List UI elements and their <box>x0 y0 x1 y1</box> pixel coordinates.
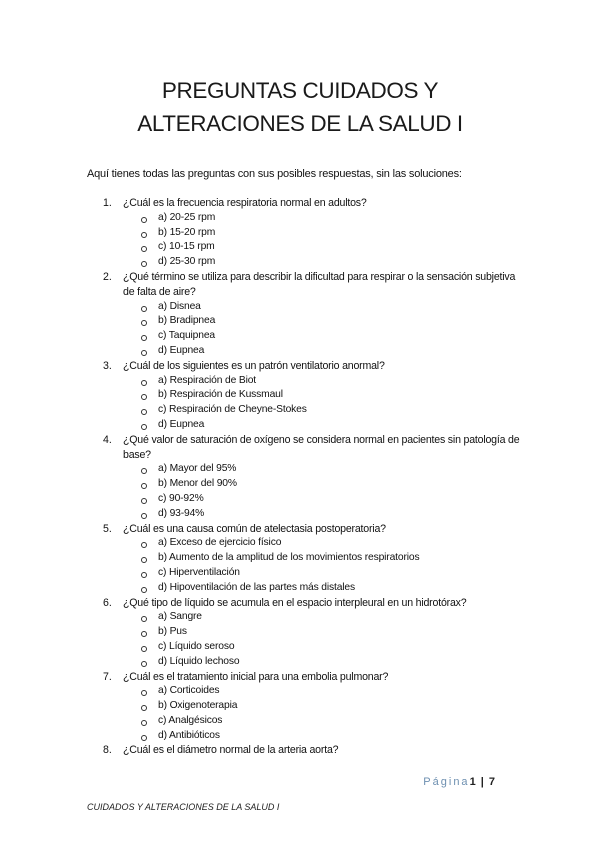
title-line-1: PREGUNTAS CUIDADOS Y <box>161 78 439 103</box>
question-text: ¿Cuál es el diámetro normal de la arteria aorta? <box>123 744 339 757</box>
question-item <box>0 596 600 670</box>
circle-bullet-icon <box>141 306 147 312</box>
question-number: 4. <box>103 433 112 446</box>
answer-options <box>0 462 600 521</box>
answer-option-text: b) Bradipnea <box>158 315 216 327</box>
answer-option <box>0 388 600 403</box>
question-number: 2. <box>103 270 112 283</box>
answer-option-text: a) 20-25 rpm <box>158 211 216 223</box>
answer-option <box>0 255 600 270</box>
title-line-2: ALTERACIONES DE LA SALUD I <box>137 111 463 136</box>
page-count: 1 | 7 <box>469 776 496 788</box>
answer-option <box>0 374 600 389</box>
question-item <box>0 359 600 433</box>
question-number: 7. <box>103 670 112 683</box>
circle-bullet-icon <box>141 335 147 341</box>
answer-option <box>0 329 600 344</box>
answer-option-text: d) Líquido lechoso <box>158 655 240 667</box>
answer-option-text: b) 15-20 rpm <box>158 226 216 238</box>
answer-option <box>0 610 600 625</box>
answer-option <box>0 314 600 329</box>
circle-bullet-icon <box>141 646 147 652</box>
document-title <box>0 74 600 140</box>
circle-bullet-icon <box>141 320 147 326</box>
answer-option <box>0 344 600 359</box>
circle-bullet-icon <box>141 468 147 474</box>
answer-option-text: c) Taquipnea <box>158 330 215 342</box>
answer-option-text: d) Antibióticos <box>158 729 220 741</box>
answer-option-text: c) Analgésicos <box>158 714 223 726</box>
answer-option <box>0 566 600 581</box>
answer-option <box>0 477 600 492</box>
circle-bullet-icon <box>141 720 147 726</box>
page-number <box>423 776 496 788</box>
circle-bullet-icon <box>141 661 147 667</box>
answer-option <box>0 240 600 255</box>
circle-bullet-icon <box>141 246 147 252</box>
answer-option-text: a) Mayor del 95% <box>158 463 237 475</box>
question-item <box>0 743 600 758</box>
circle-bullet-icon <box>141 557 147 563</box>
circle-bullet-icon <box>141 572 147 578</box>
answer-options <box>0 211 600 270</box>
circle-bullet-icon <box>141 394 147 400</box>
question-item <box>0 196 600 270</box>
answer-option <box>0 551 600 566</box>
circle-bullet-icon <box>141 483 147 489</box>
answer-options <box>0 536 600 595</box>
answer-option <box>0 581 600 596</box>
answer-option-text: c) 10-15 rpm <box>158 241 215 253</box>
question-number: 6. <box>103 596 112 609</box>
answer-option <box>0 625 600 640</box>
question-item <box>0 270 600 359</box>
answer-option-text: a) Respiración de Biot <box>158 374 257 386</box>
answer-option-text: d) Hipoventilación de las partes más distales <box>158 581 356 593</box>
circle-bullet-icon <box>141 261 147 267</box>
answer-option-text: c) Líquido seroso <box>158 640 235 652</box>
question-number: 5. <box>103 522 112 535</box>
question-number: 3. <box>103 359 112 372</box>
circle-bullet-icon <box>141 587 147 593</box>
running-footer: CUIDADOS Y ALTERACIONES DE LA SALUD I <box>87 802 280 812</box>
answer-option <box>0 226 600 241</box>
question-item <box>0 522 600 596</box>
answer-option <box>0 536 600 551</box>
answer-options <box>0 610 600 669</box>
answer-option <box>0 655 600 670</box>
answer-option-text: d) 25-30 rpm <box>158 256 216 268</box>
answer-option-text: c) 90-92% <box>158 492 204 504</box>
question-text: ¿Qué término se utiliza para describir la dificultad para respirar o la sensación subjetiva de falta de aire? <box>123 270 516 298</box>
question-text: ¿Cuál es una causa común de atelectasia postoperatoria? <box>123 522 386 535</box>
answer-option-text: a) Exceso de ejercicio físico <box>158 537 282 549</box>
answer-option <box>0 462 600 477</box>
circle-bullet-icon <box>141 380 147 386</box>
circle-bullet-icon <box>141 409 147 415</box>
answer-option <box>0 714 600 729</box>
answer-option <box>0 492 600 507</box>
circle-bullet-icon <box>141 690 147 696</box>
circle-bullet-icon <box>141 424 147 430</box>
answer-option <box>0 699 600 714</box>
answer-option-text: a) Sangre <box>158 611 202 623</box>
intro-text: Aquí tienes todas las preguntas con sus posibles respuestas, sin las soluciones: <box>87 168 462 180</box>
answer-option-text: a) Disnea <box>158 300 201 312</box>
question-number: 1. <box>103 197 112 209</box>
answer-option-text: c) Respiración de Cheyne-Stokes <box>158 404 307 416</box>
circle-bullet-icon <box>141 217 147 223</box>
circle-bullet-icon <box>141 616 147 622</box>
answer-option-text: b) Menor del 90% <box>158 478 237 490</box>
answer-options <box>0 374 600 433</box>
circle-bullet-icon <box>141 513 147 519</box>
circle-bullet-icon <box>141 542 147 548</box>
question-text: ¿Cuál es el tratamiento inicial para una embolia pulmonar? <box>123 670 389 683</box>
circle-bullet-icon <box>141 232 147 238</box>
page-label: Página <box>423 776 470 788</box>
answer-option-text: a) Corticoides <box>158 685 220 697</box>
question-number: 8. <box>103 744 112 757</box>
circle-bullet-icon <box>141 705 147 711</box>
answer-option <box>0 300 600 315</box>
question-text: ¿Cuál de los siguientes es un patrón ventilatorio anormal? <box>123 359 385 372</box>
answer-option <box>0 211 600 226</box>
question-item <box>0 433 600 522</box>
answer-option <box>0 640 600 655</box>
circle-bullet-icon <box>141 498 147 504</box>
circle-bullet-icon <box>141 735 147 741</box>
answer-option <box>0 729 600 744</box>
answer-option <box>0 403 600 418</box>
answer-option-text: b) Respiración de Kussmaul <box>158 389 283 401</box>
question-text: ¿Qué tipo de líquido se acumula en el espacio interpleural en un hidrotórax? <box>123 596 467 609</box>
answer-option-text: b) Aumento de la amplitud de los movimientos respiratorios <box>158 552 420 564</box>
question-item <box>0 670 600 744</box>
question-list <box>0 196 600 758</box>
answer-option-text: d) 93-94% <box>158 507 205 519</box>
answer-option <box>0 684 600 699</box>
answer-option-text: b) Oxigenoterapia <box>158 700 238 712</box>
question-text: ¿Qué valor de saturación de oxígeno se considera normal en pacientes sin patología de base? <box>123 433 520 461</box>
answer-option <box>0 418 600 433</box>
answer-options <box>0 684 600 743</box>
answer-option-text: b) Pus <box>158 626 187 638</box>
question-text: ¿Cuál es la frecuencia respiratoria normal en adultos? <box>123 197 367 209</box>
answer-option-text: d) Eupnea <box>158 418 205 430</box>
circle-bullet-icon <box>141 350 147 356</box>
answer-options <box>0 300 600 359</box>
answer-option-text: d) Eupnea <box>158 344 205 356</box>
answer-option-text: c) Hiperventilación <box>158 566 240 578</box>
circle-bullet-icon <box>141 631 147 637</box>
answer-option <box>0 507 600 522</box>
